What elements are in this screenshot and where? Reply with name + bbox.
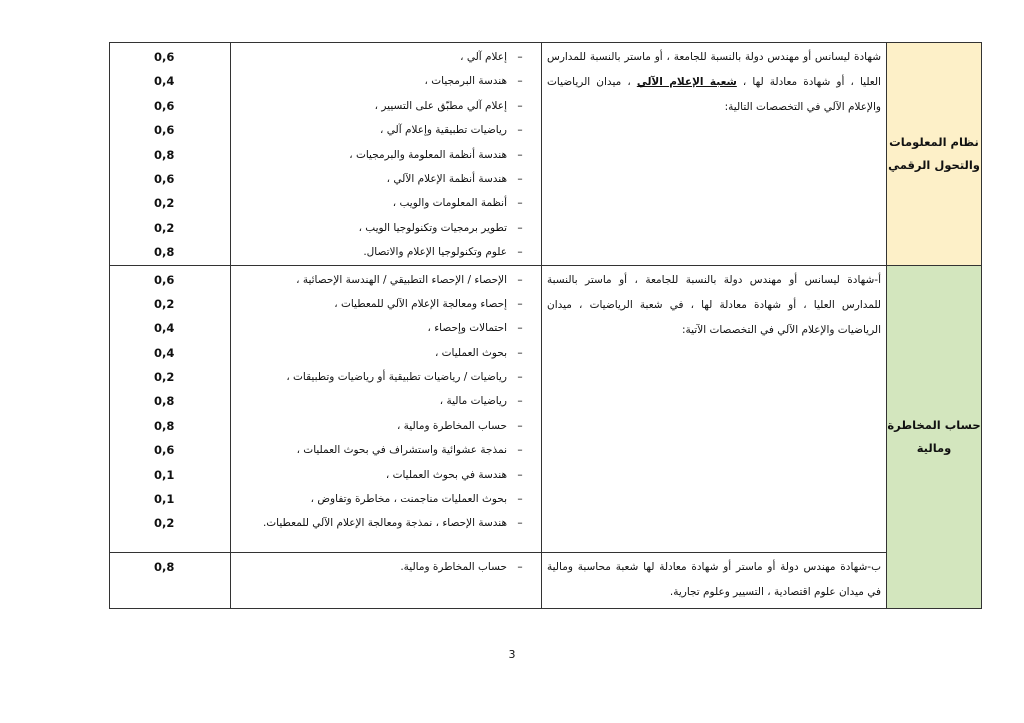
specialty-label: هندسة الإحصاء ، نمذجة ومعالجة الإعلام الآلي للمعطيات. (262, 517, 507, 530)
coefficient-value: 0,8 (154, 147, 175, 162)
specialty-item (235, 555, 533, 579)
specialty-item (235, 389, 533, 413)
coefficient-value: 0,2 (154, 196, 175, 211)
dash-bullet: – (517, 444, 523, 457)
specialty-label: علوم وتكنولوجيا الإعلام والاتصال. (363, 246, 507, 259)
specialty-column (231, 265, 542, 552)
specialty-item (235, 511, 533, 535)
page-number: 3 (508, 648, 516, 661)
dash-bullet: – (517, 221, 523, 234)
dash-bullet: – (517, 148, 523, 161)
specialty-label: نمذجة عشوائية واستشراف في بحوث العمليات ، (296, 444, 507, 457)
coefficient-column (110, 265, 231, 552)
specialty-item (235, 45, 533, 69)
coefficient-value: 0,6 (154, 171, 175, 186)
specialty-label: هندسة أنظمة الإعلام الآلي ، (386, 172, 507, 185)
section-row (110, 265, 982, 552)
description-text: ب-شهادة مهندس دولة أو ماستر أو شهادة معادلة لها شعبة محاسبة ومالية في ميدان علوم اقتصادية ، التسيير وعلوم تجارية. (547, 560, 881, 598)
specialty-list (231, 553, 541, 579)
specialty-item (235, 69, 533, 93)
specialty-label: حساب المخاطرة ومالية ، (396, 419, 507, 432)
coefficient-value: 0,2 (154, 516, 175, 531)
specialty-item (235, 365, 533, 389)
specialty-label: تطوير برمجيات وتكنولوجيا الويب ، (358, 221, 507, 234)
dash-bullet: – (517, 273, 523, 286)
dash-bullet: – (517, 51, 523, 63)
dash-bullet: – (517, 468, 523, 481)
coefficient-value: 0,6 (154, 123, 175, 138)
coefficient-value: 0,8 (154, 418, 175, 433)
dash-bullet: – (517, 395, 523, 408)
dash-bullet: – (517, 493, 523, 506)
specialty-item (235, 292, 533, 316)
position-name-line: حساب المخاطرة (887, 417, 981, 432)
specialty-item (235, 216, 533, 240)
coefficient-value: 0,6 (154, 443, 175, 458)
specialty-item (235, 143, 533, 167)
specialty-item (235, 341, 533, 365)
specialty-label: بحوث العمليات مناجمنت ، مخاطرة وتفاوض ، (310, 493, 507, 506)
dash-bullet: – (517, 246, 523, 259)
specialty-item (235, 240, 533, 264)
dash-bullet: – (517, 75, 523, 88)
position-name-line: نظام المعلومات (889, 134, 979, 149)
specialty-column (231, 552, 542, 608)
specialty-label: رياضيات تطبيقية وإعلام آلي ، (380, 124, 507, 137)
specialty-label: رياضيات / رياضيات تطبيقية أو رياضيات وتطبيقات ، (286, 371, 507, 384)
diploma-description (542, 43, 887, 266)
coefficient-value: 0,2 (154, 296, 175, 311)
coefficient-list (110, 43, 230, 265)
coefficient-value: 0,4 (154, 345, 175, 360)
coefficient-value: 0,4 (154, 74, 175, 89)
specialty-item (235, 463, 533, 487)
coefficient-value: 0,6 (154, 98, 175, 113)
coefficient-list (110, 553, 230, 579)
specialty-list (231, 43, 541, 265)
specialty-list (231, 266, 541, 536)
dash-bullet: – (517, 124, 523, 137)
specialty-label: احتمالات وإحصاء ، (427, 322, 507, 335)
coefficient-value: 0,6 (154, 272, 175, 287)
coefficient-column (110, 43, 231, 266)
dash-bullet: – (517, 172, 523, 185)
specialty-label: هندسة في بحوث العمليات ، (385, 468, 507, 481)
dash-bullet: – (517, 346, 523, 359)
specialty-item (235, 191, 533, 215)
specialty-label: هندسة البرمجيات ، (424, 75, 507, 88)
specialty-item (235, 268, 533, 292)
specialty-label: أنظمة المعلومات والويب ، (392, 197, 507, 210)
diploma-description (542, 552, 887, 608)
dash-bullet: – (517, 297, 523, 310)
specialty-label: إعلام آلي ، (460, 51, 507, 63)
coefficient-value: 0,4 (154, 321, 175, 336)
coefficient-value: 0,2 (154, 220, 175, 235)
dash-bullet: – (517, 322, 523, 335)
coefficient-value: 0,1 (154, 492, 175, 507)
coefficient-value: 0,2 (154, 370, 175, 385)
dash-bullet: – (517, 99, 523, 112)
specialty-label: حساب المخاطرة ومالية. (400, 560, 507, 573)
dash-bullet: – (517, 517, 523, 530)
position-name-cell (887, 265, 982, 608)
specialty-label: إحصاء ومعالجة الإعلام الآلي للمعطيات ، (334, 297, 507, 310)
coefficient-value: 0,8 (154, 394, 175, 409)
specialty-item (235, 414, 533, 438)
specialty-label: هندسة أنظمة المعلومة والبرمجيات ، (349, 148, 507, 161)
coefficient-value: 0,8 (154, 245, 175, 260)
coefficient-list (110, 266, 230, 536)
dash-bullet: – (517, 560, 523, 573)
section-subrow (110, 552, 982, 608)
specialty-item (235, 118, 533, 142)
position-name-line: والتحول الرقمي (888, 157, 980, 172)
specialty-item (235, 438, 533, 462)
dash-bullet: – (517, 197, 523, 210)
coefficient-value: 0,6 (154, 50, 175, 64)
description-text: أ-شهادة ليسانس أو مهندس دولة بالنسبة للجامعة ، أو ماستر بالنسبة للمدارس العليا ، أو شهادة معادلة لها ، في شعبة الرياضيات ، ميدان الرياضيات والإعلام الآلي في التخصصات الآتية: (547, 273, 881, 336)
diploma-description (542, 265, 887, 552)
position-name-cell (887, 43, 982, 266)
position-name-line: ومالية (916, 440, 952, 455)
highlighted-branch: شعبة الإعلام الآلي (636, 76, 737, 88)
dash-bullet: – (517, 371, 523, 384)
coefficient-value: 0,8 (154, 559, 175, 574)
description-text-end: ، ميدان الرياضيات والإعلام الآلي في التخصصات التالية: (547, 76, 881, 113)
specialty-column (231, 43, 542, 266)
specialty-item (235, 167, 533, 191)
specialty-label: إعلام آلي مطبّق على التسيير ، (374, 99, 507, 112)
specialties-table (109, 42, 982, 609)
specialty-item (235, 94, 533, 118)
specialty-item (235, 487, 533, 511)
coefficient-value: 0,1 (154, 467, 175, 482)
dash-bullet: – (517, 419, 523, 432)
section-row (110, 43, 982, 266)
specialty-label: بحوث العمليات ، (434, 346, 507, 359)
description-text: شهادة ليسانس أو مهندس دولة بالنسبة للجامعة ، أو ماستر بالنسبة للمدارس العليا ، أو شهادة معادلة لها ، (547, 51, 881, 88)
specialty-item (235, 316, 533, 340)
specialty-label: الإحصاء / الإحصاء التطبيقي / الهندسة الإحصائية ، (296, 273, 507, 286)
specialty-label: رياضيات مالية ، (439, 395, 507, 408)
coefficient-column (110, 552, 231, 608)
